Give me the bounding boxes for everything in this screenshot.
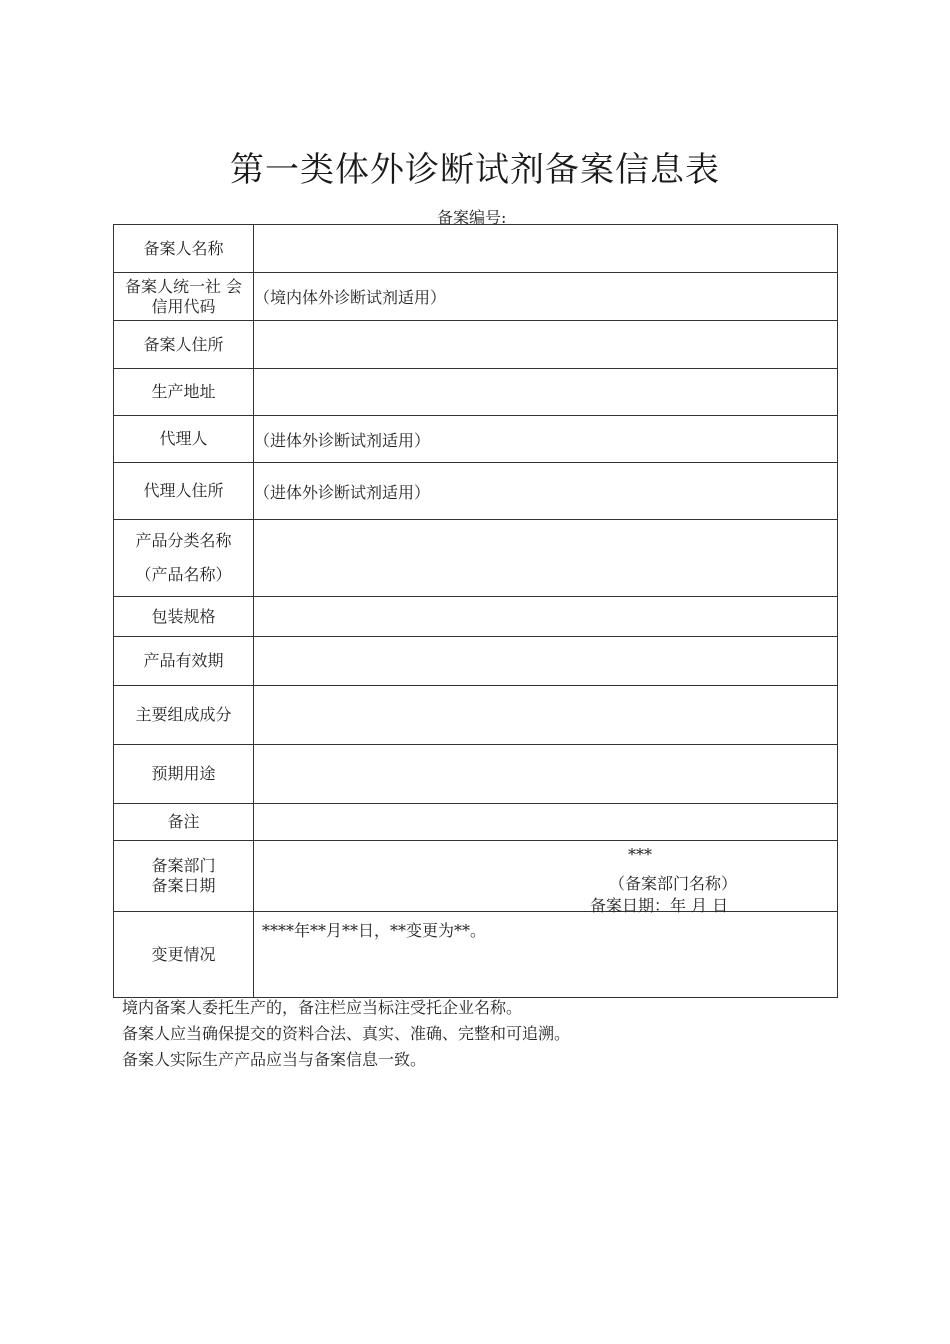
footnote-1: 境内备案人委托生产的，备注栏应当标注受托企业名称。 [122, 998, 523, 1017]
credit-code-label-line1: 备案人统一社 会 [124, 276, 243, 296]
department-name: （备案部门名称） [609, 874, 738, 893]
components-field[interactable] [254, 686, 838, 745]
table-row [114, 841, 838, 912]
credit-code-field[interactable]: （境内体外诊断试剂适用） [254, 273, 838, 321]
applicant-address-field[interactable] [254, 321, 838, 369]
footnote-2: 备案人应当确保提交的资料合法、真实、准确、完整和可追溯。 [122, 1024, 571, 1043]
table-row [114, 597, 838, 637]
applicant-name-field[interactable] [254, 225, 838, 273]
department-label [114, 841, 254, 912]
product-category-label [114, 520, 254, 597]
footnote-3: 备案人实际生产产品应当与备案信息一致。 [122, 1050, 427, 1069]
table-row [114, 416, 838, 463]
department-stars: *** [628, 845, 652, 864]
table-row [114, 463, 838, 520]
changes-field[interactable]: ****年**月**日，**变更为**。 [254, 912, 838, 998]
remarks-field[interactable] [254, 804, 838, 841]
footnotes [122, 995, 570, 1073]
production-address-label: 生产地址 [114, 369, 254, 416]
department-field[interactable] [254, 841, 838, 915]
record-number-label: 备案编号: [437, 208, 507, 227]
applicant-name-label: 备案人名称 [114, 225, 254, 273]
table-row [114, 745, 838, 804]
credit-code-label [114, 273, 254, 321]
agent-address-label: 代理人住所 [114, 463, 254, 520]
table-row [114, 520, 838, 597]
product-category-label-line2: （产品名称） [135, 565, 232, 584]
components-label: 主要组成成分 [114, 686, 254, 745]
record-info-table [113, 224, 838, 998]
validity-label: 产品有效期 [114, 637, 254, 686]
agent-address-field[interactable]: （进体外诊断试剂适用） [254, 463, 838, 520]
department-label-line2: 备案日期 [151, 876, 216, 895]
credit-code-label-line2: 信用代码 [151, 296, 216, 316]
intended-use-label: 预期用途 [114, 745, 254, 804]
production-address-field[interactable] [254, 369, 838, 416]
table-row [114, 225, 838, 273]
table-row [114, 804, 838, 841]
applicant-address-label: 备案人住所 [114, 321, 254, 369]
product-category-label-line1: 产品分类名称 [135, 531, 232, 550]
packaging-label: 包装规格 [114, 597, 254, 637]
agent-label: 代理人 [114, 416, 254, 463]
table-row [114, 273, 838, 321]
table-row [114, 912, 838, 998]
table-row [114, 686, 838, 745]
packaging-field[interactable] [254, 597, 838, 637]
remarks-label: 备注 [114, 804, 254, 841]
intended-use-field[interactable] [254, 745, 838, 804]
agent-field[interactable]: （进体外诊断试剂适用） [254, 416, 838, 463]
validity-field[interactable] [254, 637, 838, 686]
table-row [114, 369, 838, 416]
form-title: 第一类体外诊断试剂备案信息表 [230, 150, 720, 190]
product-category-field[interactable] [254, 520, 838, 597]
table-row [114, 637, 838, 686]
department-label-line1: 备案部门 [151, 856, 216, 875]
changes-label: 变更情况 [114, 912, 254, 998]
record-date-line: 备案日期：年 月 日 [590, 896, 729, 915]
table-row [114, 321, 838, 369]
